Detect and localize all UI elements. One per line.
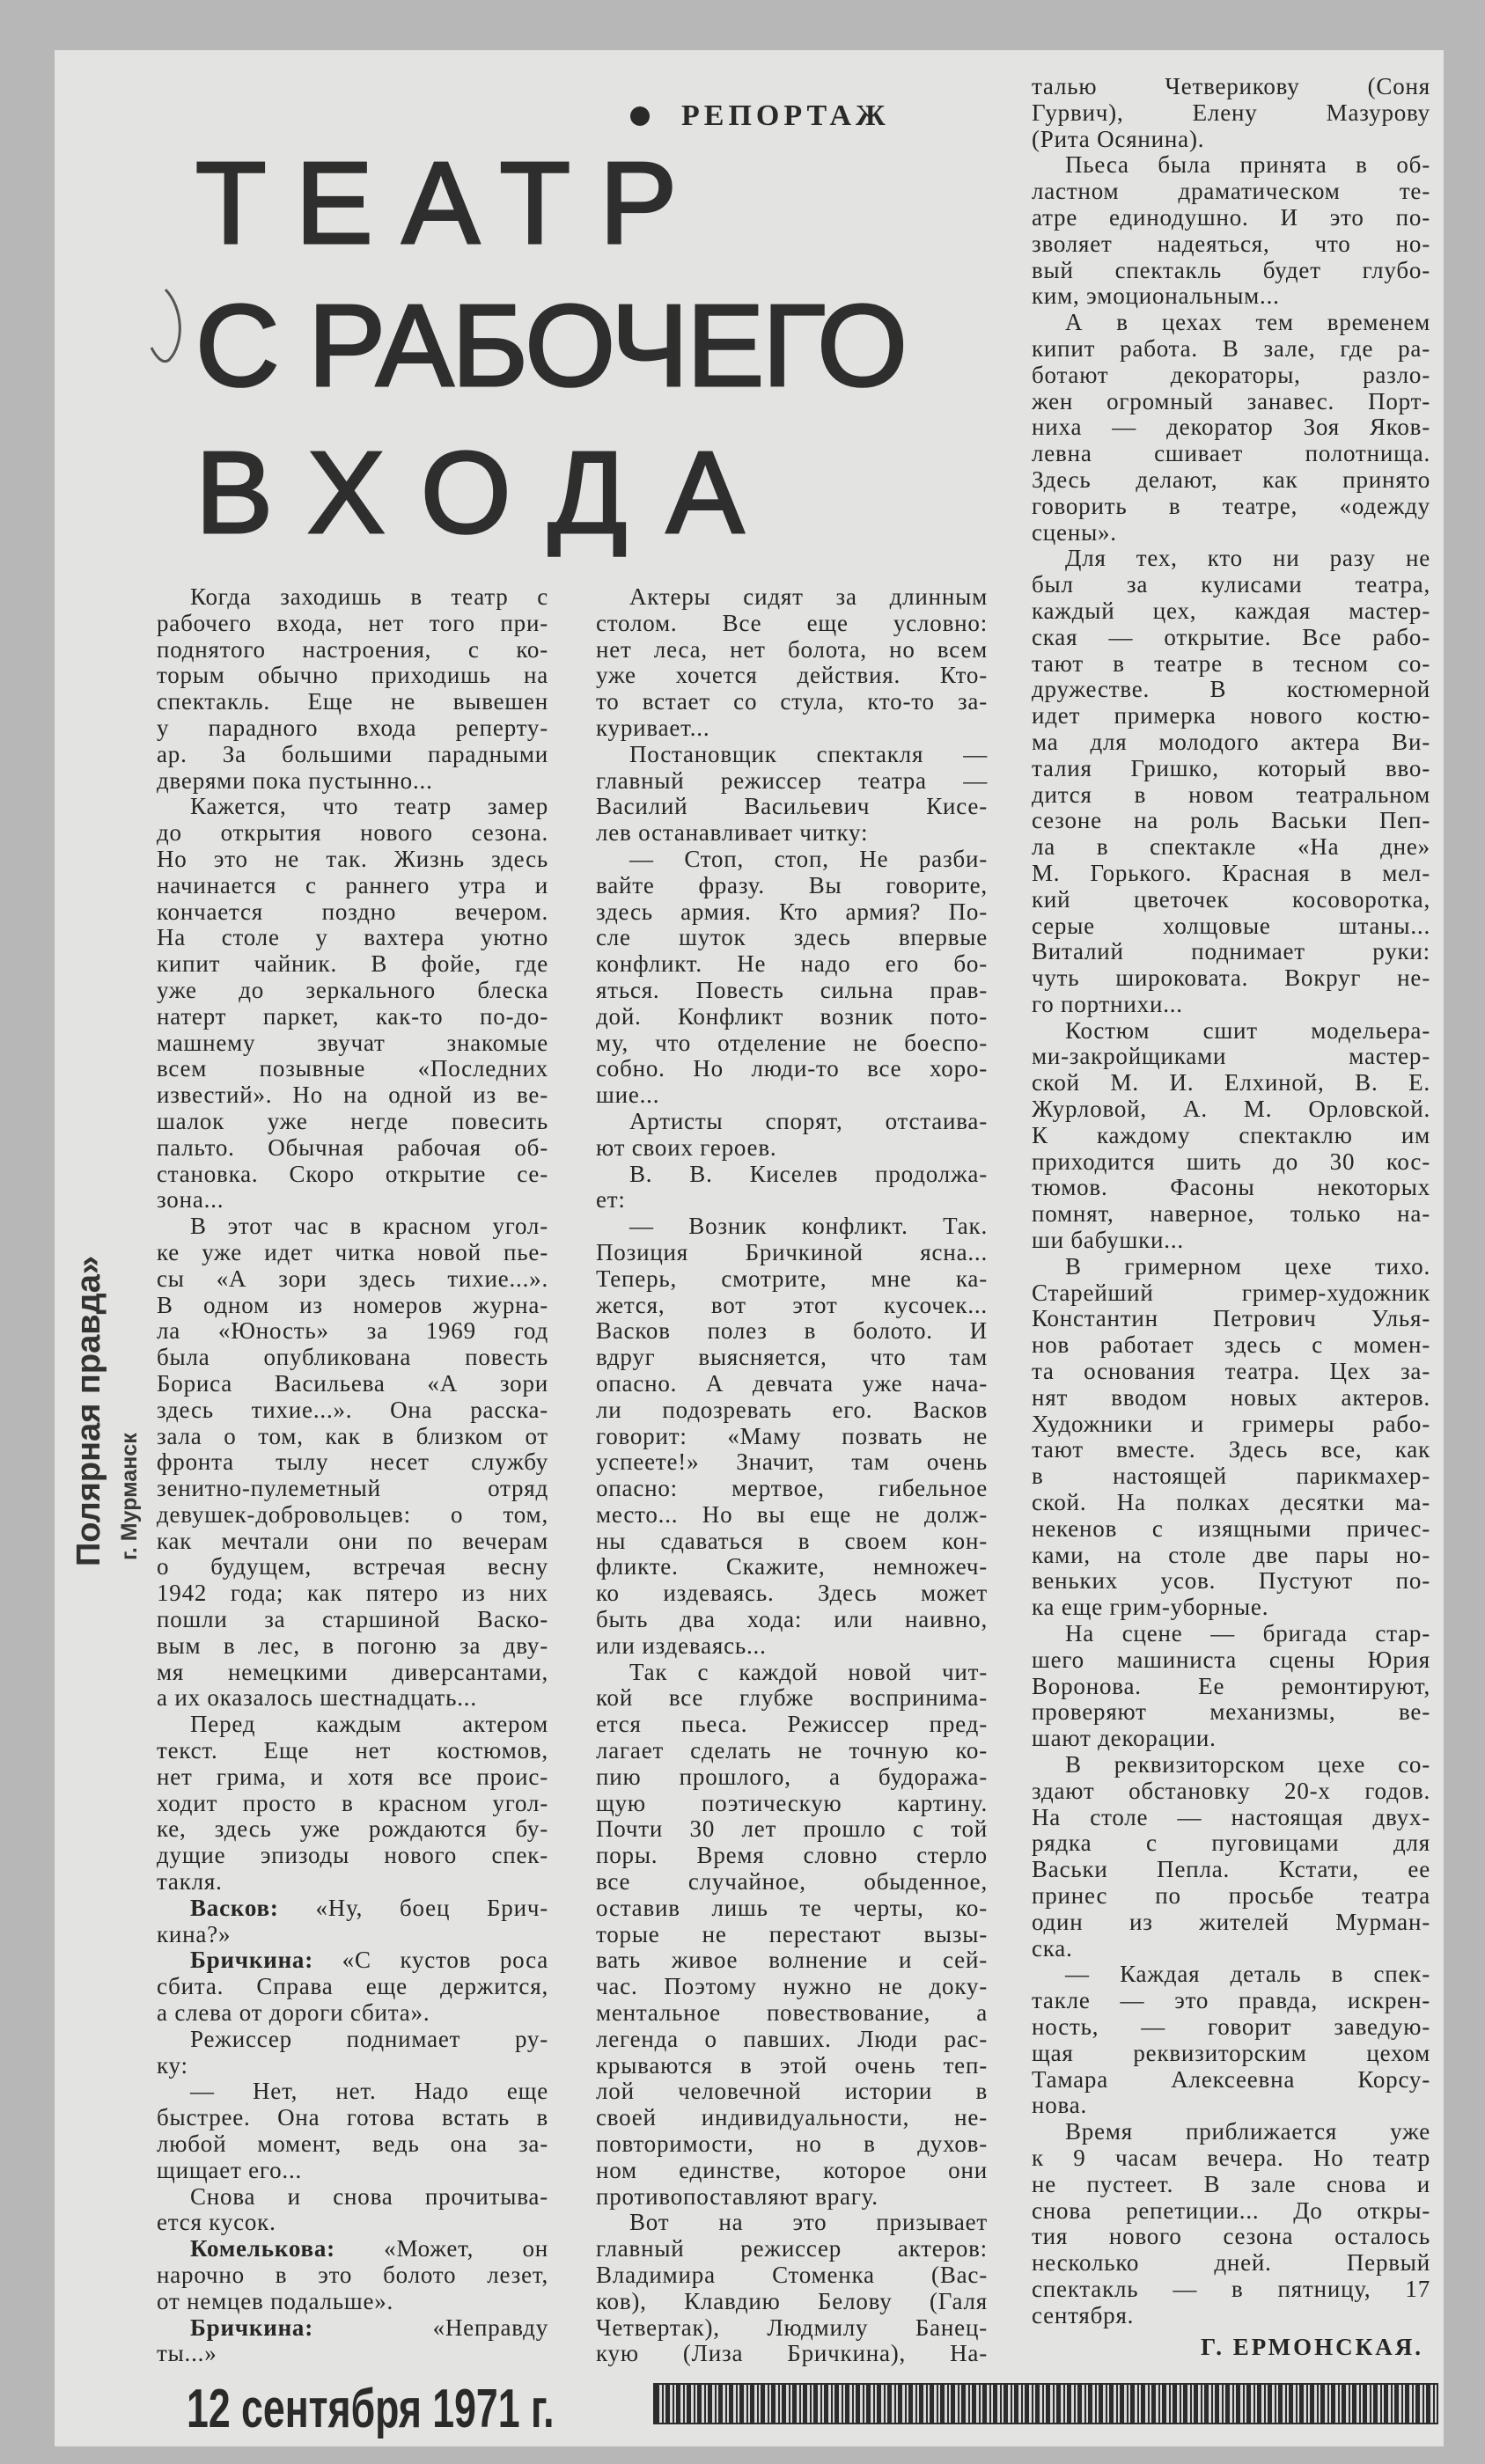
text-line: час. Поэтому нужно не доку- [596, 1973, 988, 2000]
text-line: быстрее. Она готова встать в [157, 2104, 548, 2131]
line-text: «Может, он [334, 2235, 548, 2262]
speaker-name: Комелькова: [190, 2235, 335, 2262]
text-line: своей индивидуальности, не- [596, 2104, 988, 2131]
text-line: сле шуток здесь впервые [596, 924, 988, 951]
text-line: ла «Юность» за 1969 год [157, 1317, 548, 1345]
text-line: такле — это правда, искрен- [1032, 1987, 1430, 2014]
text-line: Художники и гримеры рабо- [1032, 1410, 1430, 1437]
text-line: Но это не так. Жизнь здесь [157, 845, 548, 872]
text-line: сезоне на роль Васьки Пеп- [1032, 807, 1430, 834]
text-line: Актеры сидят за длинным [629, 583, 988, 610]
text-line: Васьки Пепла. Кстати, ее [1032, 1856, 1430, 1883]
text-line: В реквизиторском цехе со- [1065, 1751, 1430, 1778]
text-line: ла в спектакле «На дне» [1032, 833, 1430, 861]
text-line: начинается с раннего утра и [157, 871, 548, 898]
text-line: пальто. Обычная рабочая об- [157, 1133, 548, 1161]
text-line: жется, вот этот кусочек... [596, 1291, 988, 1318]
text-line: зенитно-пулеметный отряд [157, 1475, 548, 1502]
text-line: ар. За большими парадными [157, 740, 548, 767]
text-line: К каждому спектаклю им [1032, 1121, 1430, 1148]
article-paragraph [596, 1214, 988, 1660]
text-line: серые холщовые штаны... [1032, 912, 1430, 939]
article-column-2 [596, 584, 988, 2367]
text-line: девушек-добровольцев: о том, [157, 1500, 548, 1528]
headline-line-1: ТЕАТР [195, 138, 707, 268]
text-line: ли подозревать его. Васков [596, 1396, 988, 1423]
text-line: Владимира Стоменка (Вас- [596, 2262, 988, 2288]
text-line: На сцене — бригада стар- [1065, 1620, 1430, 1647]
article-paragraph [1032, 2119, 1430, 2328]
text-line: вый спектакль будет глубо- [1032, 256, 1430, 283]
article-paragraph [157, 1896, 548, 1948]
text-line: В одном из номеров журна- [157, 1291, 548, 1318]
text-line: дружестве. В костюмерной [1032, 676, 1430, 703]
article-paragraph [596, 1660, 988, 2211]
text-line: вать живое волнение и сей- [596, 1947, 988, 1974]
text-line: кий цветочек косоворотка, [1032, 885, 1430, 913]
text-line: щую поэтическую картину. [596, 1789, 988, 1816]
text-line: нарочно в это болото лезет, [157, 2262, 548, 2288]
text-line: сцены». [1032, 518, 1117, 546]
text-line: Виталий поднимает руки: [1032, 938, 1430, 965]
text-line: — Возник конфликт. Так. [629, 1213, 988, 1240]
text-line: снова репетиции... До откры- [1032, 2196, 1430, 2224]
text-line: приходится шить до 30 кос- [1032, 1148, 1430, 1175]
text-line: сбита. Справа еще держится, [157, 1973, 548, 2000]
text-line: спектакль — в пятницу, 17 [1032, 2275, 1430, 2302]
text-line: щая реквизиторским цехом [1032, 2039, 1430, 2066]
text-line: а их оказалось шестнадцать... [157, 1684, 477, 1712]
article-paragraph [1032, 1752, 1430, 1962]
text-line: Васков полез в болото. И [596, 1317, 988, 1345]
text-line: такля. [157, 1868, 223, 1896]
text-line: пию прошлого, а будоража- [596, 1763, 988, 1790]
text-line [157, 2315, 548, 2342]
text-line: ской. На полках десятки ма- [1032, 1489, 1430, 1516]
line-text: «Ну, боец Брич- [278, 1894, 548, 1921]
text-line: здесь армия. Кто армия? По- [596, 898, 988, 925]
text-line: Когда заходишь в театр с [190, 583, 548, 610]
text-line: 1942 года; как пятеро из них [157, 1580, 548, 1607]
speaker-name: Бричкина: [190, 1947, 314, 1974]
text-line: куривает... [596, 714, 710, 741]
text-line: известий». Но на одной из ве- [157, 1082, 548, 1109]
text-line: мя немецкими диверсантами, [157, 1658, 548, 1685]
text-line: вым в лес, в погоню за дву- [157, 1632, 548, 1659]
text-line: ская — открытие. Все рабо- [1032, 623, 1430, 650]
article-paragraph [1032, 152, 1430, 310]
text-line: столом. Все еще условно: [596, 609, 988, 636]
article-paragraph [1032, 74, 1430, 152]
text-line: ты...» [157, 2340, 217, 2367]
headline-line-3: ВХОДА [195, 428, 784, 557]
text-line: место... Но вы еще не долж- [596, 1500, 988, 1528]
text-line: до открытия нового сезона. [157, 819, 548, 847]
text-line: На столе — настоящая двух- [1032, 1803, 1430, 1830]
article-paragraph [157, 1947, 548, 2026]
article-paragraph [157, 2184, 548, 2237]
text-line: тают вместе. Здесь все, как [1032, 1436, 1430, 1463]
text-line: Пьеса была принята в об- [1065, 151, 1430, 179]
text-line: ма для молодого актера Ви- [1032, 728, 1430, 755]
text-line: или издеваясь... [596, 1632, 767, 1659]
text-line: а слева от дороги сбита». [157, 1999, 430, 2027]
text-line: дущие эпизоды нового спек- [157, 1842, 548, 1869]
article-paragraph [1032, 1962, 1430, 2119]
line-text: «С кустов роса [313, 1947, 548, 1974]
text-line: некенов с изящными причес- [1032, 1514, 1430, 1542]
text-line: о будущем, встречая весну [157, 1553, 548, 1580]
headline-line-2: С РАБОЧЕГО [195, 281, 906, 410]
article-paragraph [157, 2315, 548, 2368]
text-line [157, 1896, 548, 1922]
article-paragraph [596, 847, 988, 1109]
text-line: Четвертак), Людмилу Банец- [596, 2314, 988, 2341]
text-line [157, 1947, 548, 1974]
text-line: говорить в театре, «одежду [1032, 492, 1430, 519]
article-paragraph [1032, 1621, 1430, 1752]
text-line: Снова и снова прочитыва- [190, 2182, 548, 2210]
text-line: один из жителей Мурман- [1032, 1908, 1430, 1935]
text-line: кина?» [157, 1920, 232, 1947]
text-line: ми-закройщиками мастер- [1032, 1043, 1430, 1070]
text-line: проверяют механизмы, ве- [1032, 1698, 1430, 1726]
text-line: Для тех, кто ни разу не [1065, 545, 1430, 572]
text-line: Режиссер поднимает ру- [190, 2025, 548, 2052]
text-line: В гримерном цехе тихо. [1065, 1252, 1430, 1280]
text-line: лев останавливает читку: [596, 819, 869, 847]
text-line: от немцев подальше». [157, 2287, 394, 2314]
text-line: оставив лишь те черты, ко- [596, 1894, 988, 1921]
text-line: кую (Лиза Бричкина), На- [596, 2340, 988, 2367]
text-line: му, что отделение не боеспо- [596, 1029, 988, 1056]
text-line: торые не перестают вызы- [596, 1920, 988, 1947]
text-line: успеете!» Значит, там очень [596, 1448, 988, 1476]
handwritten-mark-icon [132, 286, 194, 365]
text-line: ность, — говорит заведую- [1032, 2013, 1430, 2040]
text-line: спектакль. Еще не вывешен [157, 688, 548, 715]
text-line: Здесь делают, как принято [1032, 466, 1430, 493]
article-paragraph [1032, 1018, 1430, 1254]
text-line: щищает его... [157, 2156, 303, 2183]
text-line: ке, здесь уже рождаются бу- [157, 1815, 548, 1843]
text-line: ши бабушки... [1032, 1227, 1184, 1254]
text-line: Гурвич), Елену Мазурову [1032, 99, 1430, 126]
text-line: сы «А зори здесь тихие...». [157, 1265, 548, 1292]
text-line: поднятого настроения, с ко- [157, 635, 548, 663]
text-line: В этот час в красном угол- [190, 1213, 548, 1240]
text-line: Константин Петрович Улья- [1032, 1305, 1430, 1332]
speaker-name: Бричкина: [190, 2314, 314, 2341]
issue-date: 12 сентября 1971 г. [187, 2379, 555, 2439]
text-line: рядка с пуговицами для [1032, 1830, 1430, 1857]
article-paragraph [157, 2027, 548, 2079]
text-line: ется пьеса. Режиссер пред- [596, 1711, 988, 1738]
text-line: рабочего входа, нет того при- [157, 609, 548, 636]
article-paragraph [157, 1712, 548, 1896]
text-line: лагает сделать не точную ко- [596, 1737, 988, 1764]
text-line: ны сдаваться в своем кон- [596, 1527, 988, 1554]
text-line: главный режиссер актеров: [596, 2235, 988, 2262]
text-line: тия нового сезона осталось [1032, 2223, 1430, 2250]
text-line: Время приближается уже [1065, 2118, 1430, 2145]
text-line: дверями пока пустынно... [157, 766, 433, 794]
article-paragraph [1032, 310, 1430, 546]
text-line: Костюм сшит модельера- [1065, 1016, 1430, 1044]
text-line: М. Горького. Красная в мел- [1032, 859, 1430, 886]
text-line: вдруг выясняется, что там [596, 1344, 988, 1371]
text-line: легенда о павших. Люди рас- [596, 2025, 988, 2052]
article-paragraph [596, 1162, 988, 1214]
text-line: шают декорации. [1032, 1725, 1217, 1752]
text-line: ками, на столе две пары но- [1032, 1541, 1430, 1568]
text-line: веньких усов. Пустуют по- [1032, 1567, 1430, 1595]
text-line: Воронова. Ее ремонтируют, [1032, 1672, 1430, 1699]
text-line: Перед каждым актером [190, 1711, 548, 1738]
article-paragraph [596, 2210, 988, 2367]
text-line: (Рита Осянина). [1032, 125, 1205, 152]
text-line: не пустеет. В зале снова и [1032, 2170, 1430, 2197]
article-column-3 [1032, 74, 1430, 2360]
text-line: машнему звучат знакомые [157, 1029, 548, 1056]
text-line: Теперь, смотрите, мне ка- [596, 1265, 988, 1292]
text-line: идет примерка нового костю- [1032, 702, 1430, 730]
text-line: тюмов. Фасоны некоторых [1032, 1174, 1430, 1201]
text-line: была опубликована повесть [157, 1344, 548, 1371]
text-line: — Каждая деталь в спек- [1065, 1961, 1430, 1988]
text-line: Так с каждой новой чит- [629, 1658, 988, 1685]
text-line: ном единстве, которое они [596, 2156, 988, 2183]
text-line: у парадного входа реперту- [157, 714, 548, 741]
text-line: главный режиссер театра — [596, 766, 988, 794]
text-line: помнят, наверное, только на- [1032, 1200, 1430, 1228]
text-line: левна сшивает полотнища. [1032, 440, 1430, 467]
text-line: чуть широковата. Вокруг не- [1032, 964, 1430, 992]
text-line: — Стоп, стоп, Не разби- [629, 845, 988, 872]
text-line: ходит просто в красном угол- [157, 1789, 548, 1816]
text-line: Кажется, что театр замер [190, 793, 548, 820]
text-line: Бориса Васильева «А зори [157, 1369, 548, 1397]
text-line: собно. Но люди-то все хоро- [596, 1055, 988, 1082]
text-line: пошли за старшиной Васко- [157, 1606, 548, 1633]
text-line: та основания театра. Цех за- [1032, 1358, 1430, 1385]
text-line: нет леса, нет болота, но всем [596, 635, 988, 663]
text-line: ниха — декоратор Зоя Яков- [1032, 414, 1430, 441]
text-line: ка еще грим-уборные. [1032, 1594, 1269, 1621]
text-line: ким, эмоциональным... [1032, 282, 1280, 310]
text-line: го портнихи... [1032, 990, 1183, 1017]
text-line: к 9 часам вечера. Но театр [1032, 2144, 1430, 2171]
text-line: кипит работа. В зале, где ра- [1032, 334, 1430, 362]
text-line: ска. [1032, 1934, 1073, 1962]
text-line: становка. Скоро открытие се- [157, 1160, 548, 1187]
text-line: шие... [596, 1082, 660, 1109]
text-line: ской М. И. Елхиной, В. Е. [1032, 1069, 1430, 1096]
text-line: нет грима, и хотя все проис- [157, 1763, 548, 1790]
text-line: зала о том, как в близком от [157, 1422, 548, 1449]
text-line: уже хочется действия. Кто- [596, 662, 988, 689]
text-line: атре единодушно. И это по- [1032, 203, 1430, 231]
text-line: дой. Конфликт возник пото- [596, 1002, 988, 1030]
text-line: здают обстановку 20-х годов. [1032, 1777, 1430, 1804]
text-line: Василий Васильевич Кисе- [596, 793, 988, 820]
text-line: крываются в этой очень теп- [596, 2051, 988, 2079]
bullet-icon [630, 106, 650, 126]
article-paragraph [596, 584, 988, 742]
text-line: опасно. А девчата уже нача- [596, 1369, 988, 1397]
text-line: кипит чайник. В фойе, где [157, 950, 548, 978]
text-line: ботают декораторы, разло- [1032, 361, 1430, 388]
text-line: зволяет надеяться, что но- [1032, 230, 1430, 257]
text-line: ку: [157, 2051, 188, 2079]
text-line: конфликт. Не надо его бо- [596, 950, 988, 978]
text-line: Вот на это призывает [629, 2209, 988, 2236]
text-line: Журловой, А. М. Орловской. [1032, 1096, 1430, 1123]
text-line: поры. Время словно стерло [596, 1842, 988, 1869]
text-line: Позиция Бричкиной ясна... [596, 1238, 988, 1265]
text-line: каждый цех, каждая мастер- [1032, 597, 1430, 624]
text-line: Тамара Алексеевна Корсу- [1032, 2065, 1430, 2093]
text-line: ке уже идет читка новой пье- [157, 1238, 548, 1265]
text-line: — Нет, нет. Надо еще [190, 2078, 548, 2105]
article-paragraph [157, 1214, 548, 1712]
text-line: ластном драматическом те- [1032, 178, 1430, 205]
text-line: торым обычно приходишь на [157, 662, 548, 689]
author-signature: Г. ЕРМОНСКАЯ. [1201, 2333, 1423, 2360]
text-line: натерт паркет, как-то по-до- [157, 1002, 548, 1030]
text-line: На столе у вахтера уютно [157, 924, 548, 951]
text-line: талия Гришко, который вво- [1032, 754, 1430, 781]
publication-name: Полярная правда» [70, 1256, 107, 1566]
text-line: нов работает здесь с момен- [1032, 1331, 1430, 1359]
text-line: дится в новом театральном [1032, 781, 1430, 808]
text-line: талью Четверикову (Соня [1032, 73, 1430, 99]
text-line: Артисты спорят, отстаива- [629, 1107, 988, 1134]
text-line: фликте. Скажите, немножеч- [596, 1553, 988, 1580]
text-line: ков), Клавдию Белову (Галя [596, 2287, 988, 2314]
text-line: любой момент, ведь она за- [157, 2130, 548, 2158]
text-line: А в цехах тем временем [1065, 309, 1430, 336]
text-line: В. В. Киселев продолжа- [629, 1160, 988, 1187]
text-line: говорит: «Маму позвать не [596, 1422, 988, 1449]
text-line: здесь тихие...». Она расска- [157, 1396, 548, 1423]
text-line: вайте фразу. Вы говорите, [596, 871, 988, 898]
text-line: текст. Еще нет костюмов, [157, 1737, 548, 1764]
text-line: лой человечной истории в [596, 2078, 988, 2105]
text-line: сентября. [1032, 2301, 1135, 2328]
text-line: все случайное, обыденное, [596, 1868, 988, 1896]
text-line: ет: [596, 1186, 626, 1214]
article-column-1 [157, 584, 548, 2367]
text-line: опасно: мертвое, гибельное [596, 1475, 988, 1502]
text-line: тают в театре в тесном со- [1032, 649, 1430, 677]
text-line: ется кусок. [157, 2209, 276, 2236]
text-line: был за кулисами театра, [1032, 571, 1430, 598]
publication-city: г. Мурманск [117, 1433, 142, 1560]
text-line: всем позывные «Последних [157, 1055, 548, 1082]
text-line: зона... [157, 1186, 224, 1214]
article-paragraph [157, 2236, 548, 2314]
text-line: шалок уже негде повесить [157, 1107, 548, 1134]
text-line: фронта тылу несет службу [157, 1448, 548, 1476]
text-line [157, 2236, 548, 2262]
text-line: несколько дней. Первый [1032, 2249, 1430, 2277]
text-line: нят вводом новых актеров. [1032, 1383, 1430, 1411]
article-paragraph [157, 584, 548, 794]
article-paragraph [596, 742, 988, 847]
text-line: принес по просьбе театра [1032, 1881, 1430, 1909]
text-line: повторимости, но в духов- [596, 2130, 988, 2158]
rubric-label: РЕПОРТАЖ [681, 99, 890, 132]
article-paragraph [1032, 1254, 1430, 1621]
article-paragraph [157, 2079, 548, 2183]
text-line: противопоставляют врагу. [596, 2182, 879, 2210]
text-line: ментальное повествование, а [596, 1999, 988, 2027]
text-line: быть два хода: или наивно, [596, 1606, 988, 1633]
text-line: Почти 30 лет прошло с той [596, 1815, 988, 1843]
text-line: ко издеваясь. Здесь может [596, 1580, 988, 1607]
text-line: кончается поздно вечером. [157, 898, 548, 925]
text-line: кой все глубже воспринима- [596, 1684, 988, 1712]
section-rubric [630, 99, 890, 134]
text-line: нова. [1032, 2092, 1088, 2119]
text-line: как мечтали они по вечерам [157, 1527, 548, 1554]
speaker-name: Васков: [190, 1894, 279, 1921]
line-text: «Неправду [313, 2314, 548, 2341]
text-line: Постановщик спектакля — [629, 740, 988, 767]
text-line: жен огромный занавес. Порт- [1032, 387, 1430, 414]
text-line: в настоящей парикмахер- [1032, 1463, 1430, 1490]
text-line: шего машиниста сцены Юрия [1032, 1646, 1430, 1673]
article-paragraph [1032, 546, 1430, 1017]
text-line: Старейший гример-художник [1032, 1279, 1430, 1306]
article-paragraph [596, 1109, 988, 1162]
text-line: ют своих героев. [596, 1133, 777, 1161]
text-line: уже до зеркального блеска [157, 976, 548, 1003]
text-line: то встает со стула, кто-то за- [596, 688, 988, 715]
decorative-rule-bar [653, 2383, 1438, 2424]
article-paragraph [157, 794, 548, 1214]
text-line: яться. Повесть сильна прав- [596, 976, 988, 1003]
